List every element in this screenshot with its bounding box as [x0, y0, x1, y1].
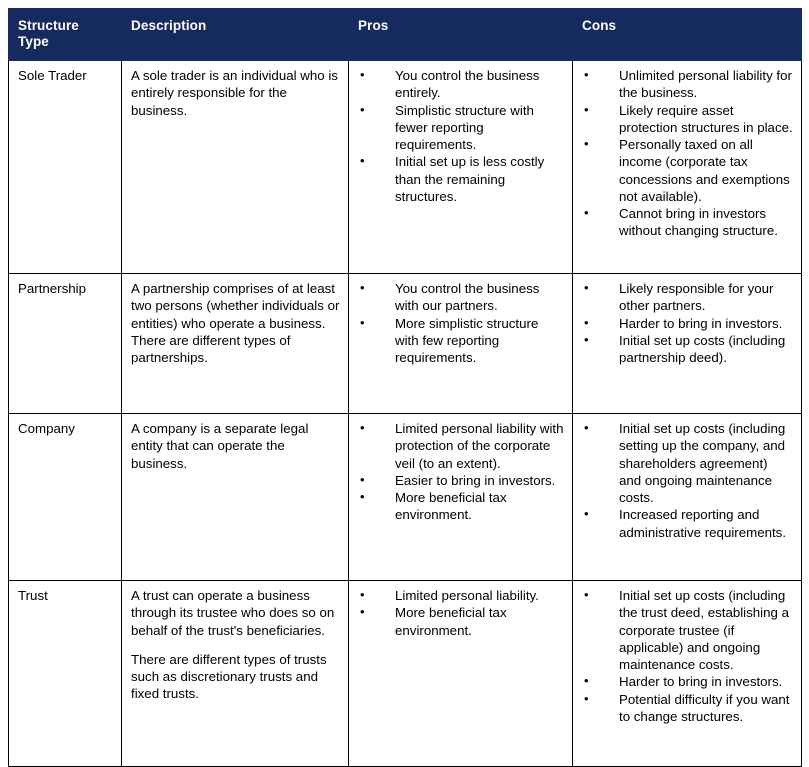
list-item: [358, 604, 564, 639]
business-structures-table: [8, 8, 802, 767]
list-item-text: More beneficial tax environment.: [395, 490, 507, 523]
cell-description: [122, 273, 349, 413]
bullet-icon: •: [584, 66, 589, 82]
list-item: [582, 420, 793, 506]
bullet-icon: •: [360, 101, 365, 117]
cell-pros: [349, 273, 573, 413]
list-item-text: You control the business entirely.: [395, 67, 540, 101]
bullet-icon: •: [584, 673, 589, 689]
list-item-text: More beneficial tax environment.: [395, 605, 507, 638]
list-item-text: Unlimited personal liability for the business.: [619, 67, 792, 101]
table-row: [9, 273, 802, 413]
list-item-text: Easier to bring in investors.: [395, 472, 556, 488]
list-item: [582, 506, 793, 541]
list-item: [358, 587, 564, 604]
pros-list: [358, 280, 564, 366]
bullet-icon: •: [360, 279, 365, 295]
list-item-text: Initial set up costs (including the trust deed, establishing a corporate trustee (if applicable) and ongoing maintenance costs.: [619, 587, 790, 673]
list-item-text: Harder to bring in investors.: [619, 315, 783, 331]
bullet-icon: •: [584, 136, 589, 152]
table-row: [9, 413, 802, 580]
list-item-text: Limited personal liability with protection of the corporate veil (to an extent).: [395, 420, 564, 471]
bullet-icon: •: [584, 279, 589, 295]
table-header-row: [9, 9, 802, 61]
list-item-text: Likely require asset protection structures in place.: [619, 102, 793, 135]
table-header: [9, 9, 802, 61]
cell-pros: [349, 413, 573, 580]
list-item: [358, 489, 564, 524]
bullet-icon: •: [584, 506, 589, 522]
bullet-icon: •: [360, 153, 365, 169]
bullet-icon: •: [360, 586, 365, 602]
description-paragraph: There are different types of trusts such as discretionary trusts and fixed trusts.: [131, 651, 327, 702]
description-paragraph: A trust can operate a business through its trustee who does so on behalf of the trust's beneficiaries.: [131, 587, 335, 638]
column-header-cons: Cons: [573, 9, 802, 61]
cell-cons: [573, 413, 802, 580]
list-item: [582, 280, 793, 315]
list-item: [582, 332, 793, 367]
column-header-structure-type: Structure Type: [9, 9, 122, 61]
bullet-icon: •: [360, 471, 365, 487]
list-item: [582, 691, 793, 726]
column-header-description: Description: [122, 9, 349, 61]
description-paragraph: A sole trader is an individual who is entirely responsible for the business.: [131, 67, 338, 118]
cons-list: [582, 587, 793, 725]
description-paragraph: A partnership comprises of at least two persons (whether individuals or entities) who operate a business. There are different types of partnerships.: [131, 280, 340, 366]
bullet-icon: •: [360, 604, 365, 620]
cell-structure-type: Trust: [9, 580, 122, 766]
table-row: [9, 580, 802, 766]
table-body: [9, 60, 802, 766]
list-item-text: Potential difficulty if you want to change structures.: [619, 691, 790, 724]
list-item: [358, 472, 564, 489]
cell-cons: [573, 60, 802, 273]
list-item: [582, 315, 793, 332]
bullet-icon: •: [584, 205, 589, 221]
cons-list: [582, 280, 793, 366]
bullet-icon: •: [584, 314, 589, 330]
bullet-icon: •: [360, 419, 365, 435]
list-item: [358, 315, 564, 367]
cell-description: [122, 60, 349, 273]
cell-structure-type: Partnership: [9, 273, 122, 413]
pros-list: [358, 587, 564, 639]
list-item: [582, 136, 793, 205]
cell-structure-type: Company: [9, 413, 122, 580]
cell-cons: [573, 273, 802, 413]
cell-description: [122, 413, 349, 580]
cell-structure-type: Sole Trader: [9, 60, 122, 273]
comparison-table-container: [8, 8, 801, 767]
bullet-icon: •: [360, 314, 365, 330]
list-item-text: Harder to bring in investors.: [619, 674, 783, 690]
cons-list: [582, 67, 793, 240]
list-item: [582, 673, 793, 690]
list-item: [358, 420, 564, 472]
list-item-text: You control the business with our partners.: [395, 280, 540, 314]
cell-cons: [573, 580, 802, 766]
cell-description: [122, 580, 349, 766]
bullet-icon: •: [584, 331, 589, 347]
bullet-icon: •: [360, 489, 365, 505]
list-item-text: Initial set up costs (including partnership deed).: [619, 332, 786, 366]
list-item-text: Initial set up costs (including setting up the company, and shareholders agreement) and ongoing maintenance costs.: [619, 420, 786, 506]
list-item-text: Initial set up is less costly than the remaining structures.: [395, 154, 545, 204]
bullet-icon: •: [584, 586, 589, 602]
cell-pros: [349, 580, 573, 766]
list-item: [582, 205, 793, 240]
description-paragraph: A company is a separate legal entity that can operate the business.: [131, 420, 309, 471]
list-item: [358, 280, 564, 315]
list-item-text: Increased reporting and administrative requirements.: [619, 507, 787, 540]
list-item-text: Likely responsible for your other partners.: [619, 280, 774, 314]
bullet-icon: •: [584, 101, 589, 117]
bullet-icon: •: [584, 690, 589, 706]
pros-list: [358, 67, 564, 205]
column-header-pros: Pros: [349, 9, 573, 61]
cons-list: [582, 420, 793, 541]
pros-list: [358, 420, 564, 524]
list-item-text: Simplistic structure with fewer reporting requirements.: [395, 102, 534, 153]
list-item: [358, 102, 564, 154]
bullet-icon: •: [584, 419, 589, 435]
list-item-text: Cannot bring in investors without changing structure.: [619, 206, 778, 239]
list-item: [582, 102, 793, 137]
table-row: [9, 60, 802, 273]
list-item-text: Limited personal liability.: [395, 587, 539, 603]
list-item-text: More simplistic structure with few reporting requirements.: [395, 315, 539, 366]
list-item: [582, 587, 793, 673]
list-item-text: Personally taxed on all income (corporate tax concessions and exemptions not available).: [619, 137, 790, 204]
bullet-icon: •: [360, 66, 365, 82]
list-item: [582, 67, 793, 102]
list-item: [358, 67, 564, 102]
list-item: [358, 153, 564, 205]
cell-pros: [349, 60, 573, 273]
